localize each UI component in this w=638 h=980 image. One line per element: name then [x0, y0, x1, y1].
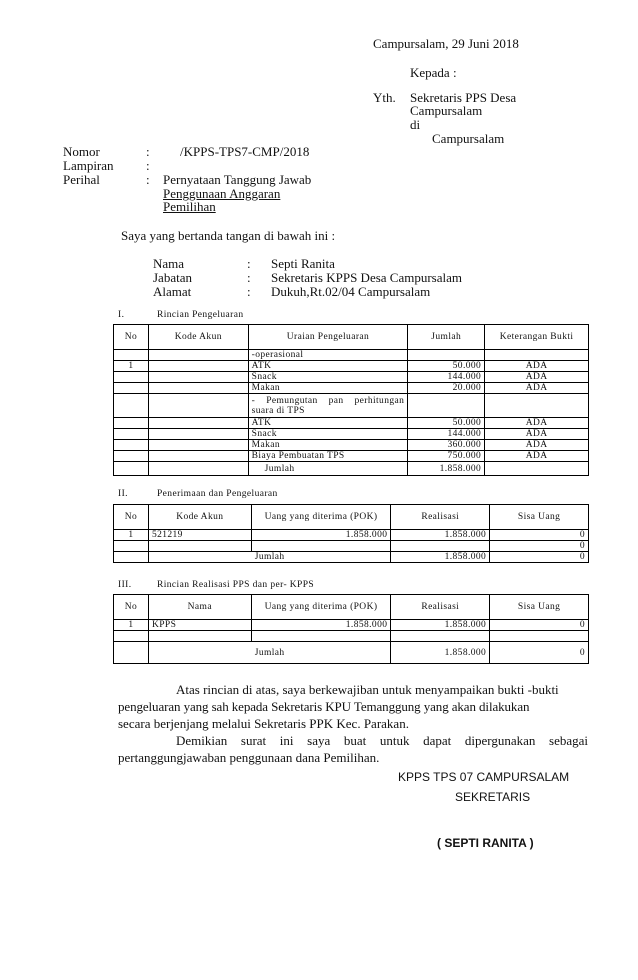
cell-keterangan	[485, 394, 589, 418]
total-realisasi: 1.858.000	[391, 552, 490, 563]
cell-no	[114, 541, 149, 552]
expense-table	[113, 324, 589, 476]
header-sisa: Sisa Uang	[490, 505, 589, 530]
cell-sisa: 0	[490, 541, 589, 552]
cell-uraian: Makan	[248, 440, 408, 451]
perihal-line1: Pernyataan Tanggung Jawab	[163, 172, 312, 187]
cell-uraian: Makan	[248, 383, 408, 394]
cell-sisa: 0	[490, 620, 589, 631]
cell-kode	[148, 451, 248, 462]
cell-uraian: ATK	[248, 361, 408, 372]
cell-keterangan: ADA	[485, 440, 589, 451]
header-sisa: Sisa Uang	[490, 595, 589, 620]
cell-kode	[148, 394, 248, 418]
total-sisa: 0	[490, 642, 589, 664]
cell-keterangan: ADA	[485, 451, 589, 462]
total-realisasi: 1.858.000	[391, 642, 490, 664]
cell-no: 1	[114, 620, 149, 631]
table-row	[114, 394, 589, 418]
section3-title: Rincian Realisasi PPS dan per- KPPS	[157, 580, 315, 590]
cell-no	[114, 440, 149, 451]
table-row	[114, 361, 589, 372]
cell-kode	[148, 418, 248, 429]
cell-uraian: Snack	[248, 429, 408, 440]
table-header-row	[114, 325, 589, 350]
header-no: No	[114, 325, 149, 350]
cell-pok: 1.858.000	[251, 530, 391, 541]
total-empty-no	[114, 552, 149, 563]
header-pok: Uang yang diterima (POK)	[251, 505, 391, 530]
table-row	[114, 631, 589, 642]
recipient-place: Campursalam	[432, 131, 505, 146]
cell-keterangan: ADA	[485, 372, 589, 383]
cell-kode	[148, 429, 248, 440]
cell-no: 1	[114, 361, 149, 372]
lampiran-colon: :	[146, 158, 150, 173]
perihal-line2: Penggunaan Anggaran	[163, 186, 281, 201]
cell-kode	[148, 350, 248, 361]
perihal-colon: :	[146, 172, 150, 187]
cell-jumlah: 144.000	[408, 429, 485, 440]
cell-no	[114, 631, 149, 642]
cell-no	[114, 451, 149, 462]
cell-jumlah: 144.000	[408, 372, 485, 383]
recipient-di: di	[410, 117, 421, 132]
place-date: Campursalam, 29 Juni 2018	[373, 36, 519, 51]
cell-uraian: Snack	[248, 372, 408, 383]
cell-uraian: -operasional	[248, 350, 408, 361]
table-total-row	[114, 552, 589, 563]
recipient-line2: Campursalam	[410, 103, 483, 118]
identity-address-colon: :	[247, 284, 251, 299]
header-no: No	[114, 505, 149, 530]
cell-pok: 1.858.000	[251, 620, 391, 631]
cell-jumlah: 50.000	[408, 361, 485, 372]
cell-uraian: Biaya Pembuatan TPS	[248, 451, 408, 462]
table-row	[114, 620, 589, 631]
signature-org: KPPS TPS 07 CAMPURSALAM	[398, 770, 570, 784]
cell-no	[114, 394, 149, 418]
header-realisasi: Realisasi	[391, 505, 490, 530]
cell-keterangan: ADA	[485, 383, 589, 394]
total-empty-ket	[485, 462, 589, 476]
identity-name-value: Septi Ranita	[271, 256, 335, 271]
table-total-row	[114, 642, 589, 664]
cell-realisasi	[391, 541, 490, 552]
total-label: Jumlah	[148, 552, 390, 563]
cell-jumlah: 750.000	[408, 451, 485, 462]
table-header-row	[114, 505, 589, 530]
table-row	[114, 451, 589, 462]
realization-table	[113, 594, 589, 664]
header-kode-akun: Kode Akun	[148, 505, 251, 530]
nomor-label: Nomor	[63, 144, 100, 159]
receipt-table	[113, 504, 589, 563]
cell-nama	[148, 631, 251, 642]
cell-uraian: ATK	[248, 418, 408, 429]
perihal-label: Perihal	[63, 172, 100, 187]
cell-pok	[251, 541, 391, 552]
total-empty-no	[114, 642, 149, 664]
header-no: No	[114, 595, 149, 620]
cell-sisa: 0	[490, 530, 589, 541]
identity-name-colon: :	[247, 256, 251, 271]
table-row	[114, 350, 589, 361]
cell-jumlah: 360.000	[408, 440, 485, 451]
cell-kode	[148, 440, 248, 451]
identity-role-value: Sekretaris KPPS Desa Campursalam	[271, 270, 463, 285]
closing-p2-line2: pertanggungjawaban penggunaan dana Pemilihan.	[118, 750, 380, 765]
lampiran-label: Lampiran	[63, 158, 114, 173]
cell-kode	[148, 372, 248, 383]
recipient-line1: Sekretaris PPS Desa	[410, 90, 517, 105]
cell-no: 1	[114, 530, 149, 541]
cell-pok	[251, 631, 391, 642]
cell-realisasi: 1.858.000	[391, 530, 490, 541]
table-total-row	[114, 462, 589, 476]
cell-keterangan: ADA	[485, 418, 589, 429]
header-keterangan: Keterangan Bukti	[485, 325, 589, 350]
table-row	[114, 429, 589, 440]
intro-text: Saya yang bertanda tangan di bawah ini :	[121, 228, 336, 243]
cell-kode	[148, 383, 248, 394]
total-empty-kode	[148, 462, 248, 476]
signature-name: ( SEPTI RANITA )	[437, 836, 534, 850]
cell-keterangan: ADA	[485, 429, 589, 440]
table-row	[114, 372, 589, 383]
cell-keterangan	[485, 350, 589, 361]
table-row	[114, 541, 589, 552]
header-uraian: Uraian Pengeluaran	[248, 325, 408, 350]
section2-title: Penerimaan dan Pengeluaran	[157, 489, 278, 499]
header-pok: Uang yang diterima (POK)	[251, 595, 391, 620]
cell-realisasi: 1.858.000	[391, 620, 490, 631]
nomor-value: /KPPS-TPS7-CMP/2018	[180, 144, 310, 159]
cell-no	[114, 418, 149, 429]
cell-jumlah	[408, 350, 485, 361]
closing-p1-line3: secara berjenjang melalui Sekretaris PPK Kec. Parakan.	[118, 716, 409, 731]
identity-role-label: Jabatan	[153, 270, 192, 285]
cell-jumlah	[408, 394, 485, 418]
cell-sisa	[490, 631, 589, 642]
nomor-colon: :	[146, 144, 150, 159]
total-empty-no	[114, 462, 149, 476]
table-header-row	[114, 595, 589, 620]
section2-num: II.	[118, 489, 128, 499]
cell-realisasi	[391, 631, 490, 642]
cell-keterangan: ADA	[485, 361, 589, 372]
table-row	[114, 440, 589, 451]
cell-uraian: - Pemungutan pan perhitungan suara di TPS	[248, 394, 408, 418]
identity-address-value: Dukuh,Rt.02/04 Campursalam	[271, 284, 431, 299]
cell-no	[114, 372, 149, 383]
perihal-line3: Pemilihan	[163, 199, 216, 214]
cell-no	[114, 429, 149, 440]
cell-jumlah: 50.000	[408, 418, 485, 429]
closing-p2-line1: Demikian surat ini saya buat untuk dapat dipergunakan sebagai	[176, 733, 588, 748]
yth-label: Yth.	[373, 90, 396, 105]
table-row	[114, 383, 589, 394]
header-realisasi: Realisasi	[391, 595, 490, 620]
identity-name-label: Nama	[153, 256, 185, 271]
total-label: Jumlah	[148, 642, 390, 664]
total-sisa: 0	[490, 552, 589, 563]
header-kode-akun: Kode Akun	[148, 325, 248, 350]
section1-title: Rincian Pengeluaran	[157, 310, 244, 320]
cell-kode: 521219	[148, 530, 251, 541]
cell-no	[114, 350, 149, 361]
signature-role: SEKRETARIS	[455, 790, 531, 804]
section1-num: I.	[118, 310, 125, 320]
section3-num: III.	[118, 580, 132, 590]
cell-kode	[148, 541, 251, 552]
header-nama: Nama	[148, 595, 251, 620]
kepada-label: Kepada :	[410, 65, 457, 80]
closing-p1-line2: pengeluaran yang sah kepada Sekretaris KPU Temanggung yang akan dilakukan	[118, 699, 530, 714]
total-label: Jumlah	[248, 462, 408, 476]
identity-address-label: Alamat	[153, 284, 192, 299]
cell-no	[114, 383, 149, 394]
cell-jumlah: 20.000	[408, 383, 485, 394]
table-row	[114, 530, 589, 541]
closing-p1-line1: Atas rincian di atas, saya berkewajiban untuk menyampaikan bukti -bukti	[176, 682, 559, 697]
header-jumlah: Jumlah	[408, 325, 485, 350]
cell-kode	[148, 361, 248, 372]
total-value: 1.858.000	[408, 462, 485, 476]
table-row	[114, 418, 589, 429]
identity-role-colon: :	[247, 270, 251, 285]
cell-nama: KPPS	[148, 620, 251, 631]
